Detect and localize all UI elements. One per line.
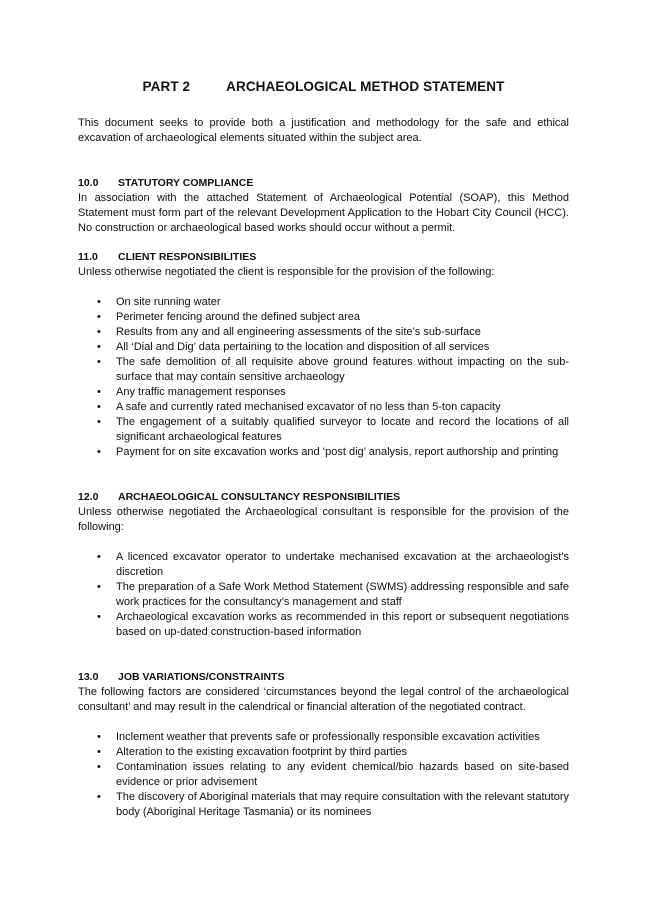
section-title: CLIENT RESPONSIBILITIES [118,251,257,263]
list-item: • Contamination issues relating to any evident chemical/bio hazards based on site-based evidence or prior advisement [97,761,569,788]
section-title: ARCHAEOLOGICAL CONSULTANCY RESPONSIBILITIES [118,491,401,503]
bullet-icon: • [97,356,101,368]
bullet-icon: • [97,581,101,593]
list-item: • A safe and currently rated mechanised excavator of no less than 5-ton capacity [97,401,501,413]
bullet-icon: • [97,746,101,758]
bullet-icon: • [97,416,101,428]
list-item: • The safe demolition of all requisite above ground features without impacting on the sub-surface that may contain sensitive archaeology [97,356,569,383]
section-body-12: Unless otherwise negotiated the Archaeological consultant is responsible for the provision of the following: [78,506,569,533]
section-body-10: In association with the attached Statement of Archaeological Potential (SOAP), this Method Statement must form part of the relevant Development Application to the Hobart City Council (HCC). No construction or archaeological based works should occur without a permit. [78,192,569,234]
section-number: 13.0 [78,671,99,683]
list-item: • Archaeological excavation works as recommended in this report or subsequent negotiations based on up-dated construction-based information [97,611,569,638]
intro-paragraph: This document seeks to provide both a justification and methodology for the safe and ethical excavation of archaeological elements situated within the subject area. [78,117,569,144]
bullet-icon: • [97,761,101,773]
bullet-icon: • [97,611,101,623]
bullet-icon: • [97,401,101,413]
page-title [78,78,569,96]
section-heading-10 [78,176,569,191]
list-item: • Results from any and all engineering assessments of the site’s sub-surface [97,326,481,338]
list-item: • On site running water [97,296,221,308]
bullet-icon: • [97,311,101,323]
list-item: • The preparation of a Safe Work Method Statement (SWMS) addressing responsible and safe work practices for the consultancy’s management and staff [97,581,569,608]
list-item: • Any traffic management responses [97,386,286,398]
bullet-icon: • [97,386,101,398]
list-item: • Payment for on site excavation works and ‘post dig’ analysis, report authorship and printing [97,446,559,458]
section-number: 11.0 [78,251,98,263]
list-item: • A licenced excavator operator to undertake mechanised excavation at the archaeologist’s discretion [97,551,569,578]
section-body-11: Unless otherwise negotiated the client is responsible for the provision of the following: [78,266,495,278]
list-item: • All ‘Dial and Dig’ data pertaining to the location and disposition of all services [97,341,490,353]
bullet-icon: • [97,446,101,458]
section-body-13: The following factors are considered ‘circumstances beyond the legal control of the archaeological consultant’ and may result in the calendrical or financial alteration of the negotiated contract. [78,686,569,713]
client-responsibilities-list [78,295,569,460]
list-item: • The engagement of a suitably qualified surveyor to locate and record the locations of all significant archaeological features [97,416,569,443]
bullet-icon: • [97,326,101,338]
section-title: JOB VARIATIONS/CONSTRAINTS [118,671,285,683]
list-item: • The discovery of Aboriginal materials that may require consultation with the relevant statutory body (Aboriginal Heritage Tasmania) or its nominees [97,791,569,818]
consultancy-responsibilities-list [78,550,569,640]
list-item: • Inclement weather that prevents safe or professionally responsible excavation activities [97,731,540,743]
section-title: STATUTORY COMPLIANCE [118,177,254,189]
bullet-icon: • [97,296,101,308]
bullet-icon: • [97,341,101,353]
job-variations-list [78,730,569,820]
bullet-icon: • [97,551,101,563]
list-item: • Alteration to the existing excavation footprint by third parties [97,746,408,758]
list-item: • Perimeter fencing around the defined subject area [97,311,360,323]
section-heading-12 [78,490,569,505]
part-number: PART 2 [142,79,191,94]
section-heading-13 [78,670,569,685]
bullet-icon: • [97,791,101,803]
part-title-text: ARCHAEOLOGICAL METHOD STATEMENT [226,79,505,94]
section-heading-11 [78,250,569,265]
bullet-icon: • [97,731,101,743]
section-number: 10.0 [78,177,99,189]
section-number: 12.0 [78,491,99,503]
